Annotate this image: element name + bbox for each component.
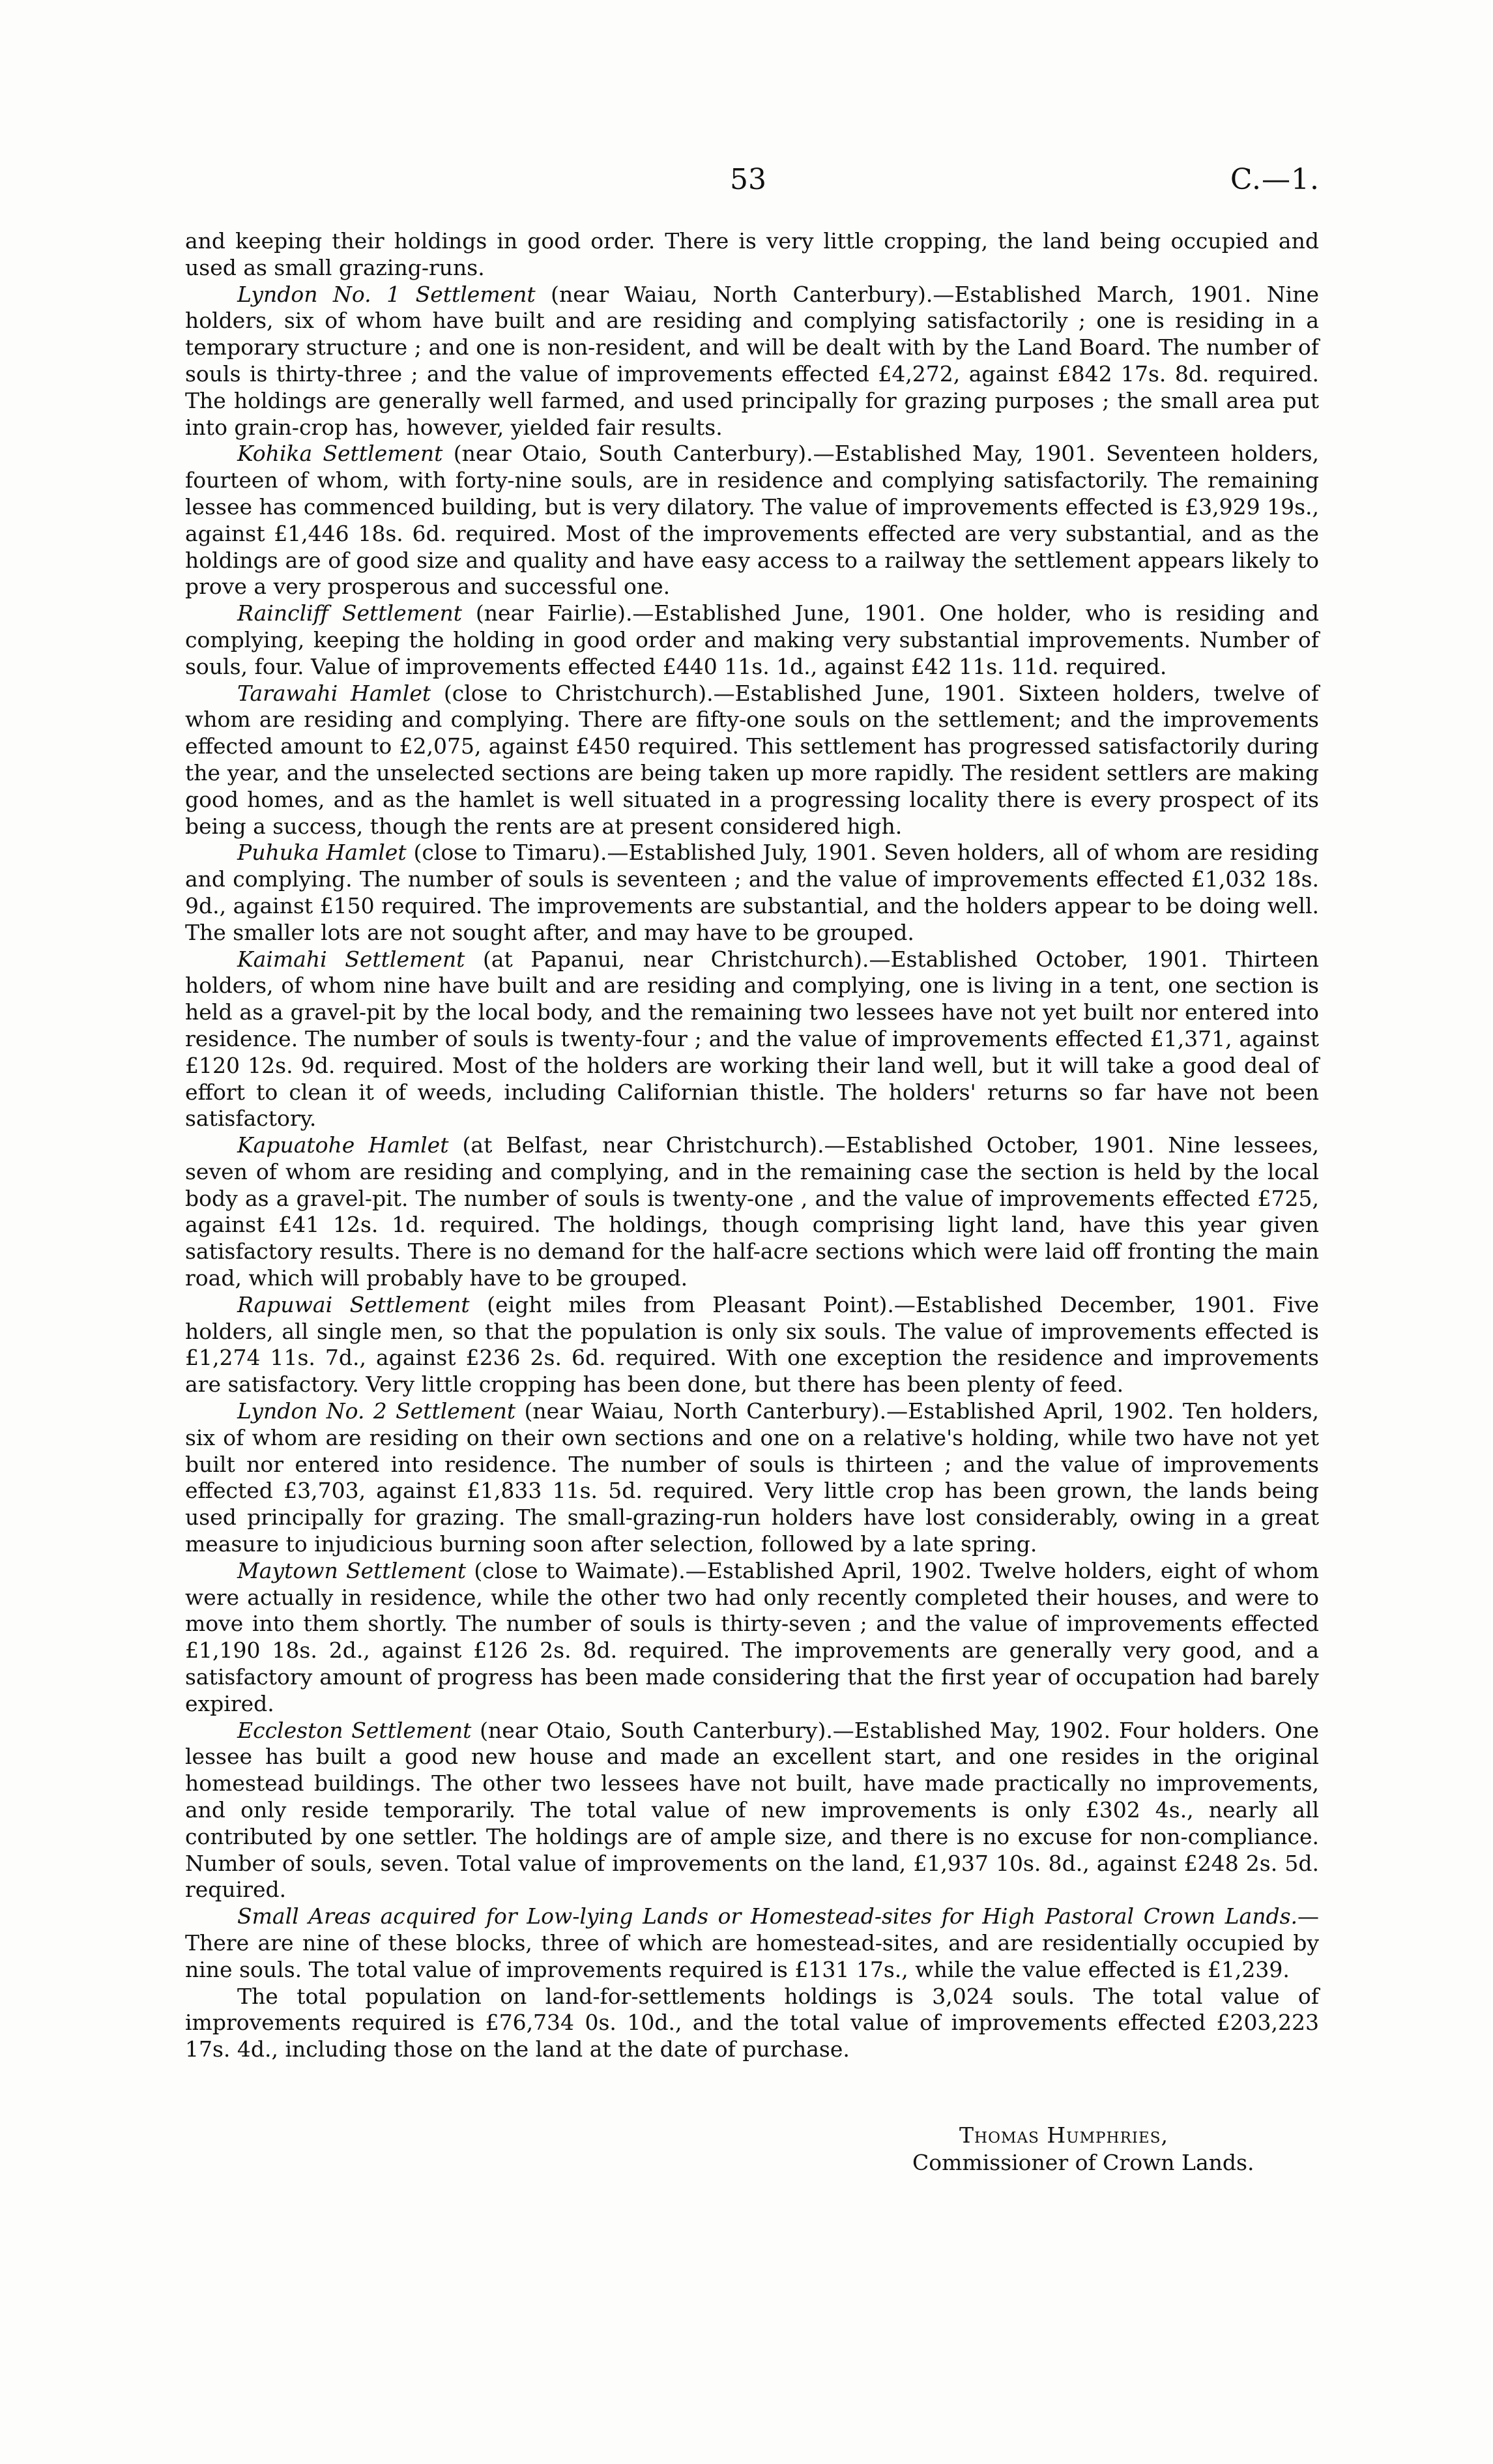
paragraph: Lyndon No. 1 Settlement (near Waiau, North Canterbury).—Established March, 1901. Nine holders, six of whom have built and are residing and complying satisfactorily ; one is residing in a temporary structure ; and one is non-resident, and will be dealt with by the Land Board. The number of souls is thirty-three ; and the value of improvements effected £4,272, against £842 17s. 8d. required. The holdings are generally well farmed, and used principally for grazing purposes ; the small area put into grain-crop has, however, yielded fair results.: [185, 281, 1319, 440]
paragraph: Eccleston Settlement (near Otaio, South Canterbury).—Established May, 1902. Four holders. One lessee has built a good new house and made an excellent start, and one resides in the original homestead buildings. The other two lessees have not built, have made practically no improvements, and only reside temporarily. The total value of new improvements is only £302 4s., nearly all contributed by one settler. The holdings are of ample size, and there is no excuse for non-compliance. Number of souls, seven. Total value of improvements on the land, £1,937 10s. 8d., against £248 2s. 5d. required.: [185, 1717, 1319, 1903]
settlement-name: Kaimahi Settlement: [237, 946, 465, 972]
paragraph: Tarawahi Hamlet (close to Christchurch).—Established June, 1901. Sixteen holders, twelve of whom are residing and complying. There are fifty-one souls on the settlement; and the improvements effected amount to £2,075, against £450 required. This settlement has progressed satisfactorily during the year, and the unselected sections are being taken up more rapidly. The resident settlers are making good homes, and as the hamlet is well situated in a progressing locality there is every prospect of its being a success, though the rents are at present considered high.: [185, 680, 1320, 839]
section-heading: Small Areas acquired for Low-lying Lands or Homestead-sites for High Pastoral Crown Lands.: [237, 1903, 1297, 1929]
settlement-name: Kohika Settlement: [237, 441, 443, 467]
signature-block: [912, 2122, 1254, 2177]
paragraph: Puhuka Hamlet (close to Timaru).—Established July, 1901. Seven holders, all of whom are residing and complying. The number of souls is seventeen ; and the value of improvements effected £1,032 18s. 9d., against £150 required. The improvements are substantial, and the holders appear to be doing well. The smaller lots are not sought after, and may have to be grouped.: [185, 840, 1319, 945]
settlement-name: Lyndon No. 2 Settlement: [237, 1398, 516, 1424]
document-code: C.—1.: [1230, 163, 1320, 196]
paragraph: and keeping their holdings in good order. There is very little cropping, the land being occupied and used as small grazing-runs.: [185, 228, 1319, 280]
settlement-name: Tarawahi Hamlet: [237, 680, 431, 706]
signatory-name: Thomas Humphries,: [959, 2122, 1169, 2148]
settlement-name: Puhuka Hamlet: [237, 840, 407, 866]
paragraph: Rapuwai Settlement (eight miles from Pleasant Point).—Established December, 1901. Five holders, all single men, so that the population is only six souls. The value of improvements effected is £1,274 11s. 7d., against £236 2s. 6d. required. With one exception the residence and improvements are satisfactory. Very little cropping has been done, but there has been plenty of feed.: [185, 1291, 1320, 1398]
paragraph: Kaimahi Settlement (at Papanui, near Christchurch).—Established October, 1901. Thirteen holders, of whom nine have built and are residing and complying, one is living in a tent, one section is held as a gravel-pit by the local body, and the remaining two lessees have not yet built nor entered into residence. The number of souls is twenty-four ; and the value of improvements effected £1,371, against £120 12s. 9d. required. Most of the holders are working their land well, but it will take a good deal of effort to clean it of weeds, including Californian thistle. The holders' returns so far have not been satisfactory.: [185, 946, 1319, 1132]
paragraph: Kohika Settlement (near Otaio, South Canterbury).—Established May, 1901. Seventeen holders, fourteen of whom, with forty-nine souls, are in residence and complying satisfactorily. The remaining lessee has commenced building, but is very dilatory. The value of improvements effected is £3,929 19s., against £1,446 18s. 6d. required. Most of the improvements effected are very substantial, and as the holdings are of good size and quality and have easy access to a railway the settlement appears likely to prove a very prosperous and successful one.: [185, 441, 1319, 600]
settlement-name: Lyndon No. 1 Settlement: [237, 281, 536, 307]
paragraph: The total population on land-for-settlements holdings is 3,024 souls. The total value of improvements required is £76,734 0s. 10d., and the total value of improvements effected £203,223 17s. 4d., including those on the land at the date of purchase.: [185, 1983, 1319, 2062]
paragraph: Raincliff Settlement (near Fairlie).—Established June, 1901. One holder, who is residing and complying, keeping the holding in good order and making very substantial improvements. Number of souls, four. Value of improvements effected £440 11s. 1d., against £42 11s. 11d. required.: [185, 600, 1320, 679]
settlement-name: Eccleston Settlement: [237, 1717, 472, 1743]
settlement-name: Raincliff Settlement: [237, 600, 462, 626]
settlement-name: Rapuwai Settlement: [237, 1291, 470, 1317]
report-body: [185, 228, 1319, 2063]
paragraph: Maytown Settlement (close to Waimate).—Established April, 1902. Twelve holders, eight of whom were actually in residence, while the other two had only recently completed their houses, and were to move into them shortly. The number of souls is thirty-seven ; and the value of improvements effected £1,190 18s. 2d., against £126 2s. 8d. required. The improvements are generally very good, and a satisfactory amount of progress has been made considering that the first year of occupation had barely expired.: [185, 1557, 1319, 1716]
page-number: 53: [730, 163, 766, 196]
settlement-name: Maytown Settlement: [237, 1557, 467, 1583]
paragraph: Kapuatohe Hamlet (at Belfast, near Christchurch).—Established October, 1901. Nine lessees, seven of whom are residing and complying, and in the remaining case the section is held by the local body as a gravel-pit. The number of souls is twenty-one , and the value of improvements effected £725, against £41 12s. 1d. required. The holdings, though comprising light land, have this year given satisfactory results. There is no demand for the half-acre sections which were laid off fronting the main road, which will probably have to be grouped.: [185, 1132, 1320, 1291]
paragraph: Small Areas acquired for Low-lying Lands or Homestead-sites for High Pastoral Crown Lands.—There are nine of these blocks, three of which are homestead-sites, and are residentially occupied by nine souls. The total value of improvements required is £131 17s., while the value effected is £1,239.: [185, 1903, 1319, 1982]
paragraph: Lyndon No. 2 Settlement (near Waiau, North Canterbury).—Established April, 1902. Ten holders, six of whom are residing on their own sections and one on a relative's holding, while two have not yet built nor entered into residence. The number of souls is thirteen ; and the value of improvements effected £3,703, against £1,833 11s. 5d. required. Very little crop has been grown, the lands being used principally for grazing. The small-grazing-run holders have lost considerably, owing in a great measure to injudicious burning soon after selection, followed by a late spring.: [185, 1398, 1319, 1557]
settlement-name: Kapuatohe Hamlet: [237, 1132, 449, 1158]
signatory-title: Commissioner of Crown Lands.: [912, 2150, 1254, 2175]
page-header: [0, 163, 1493, 202]
